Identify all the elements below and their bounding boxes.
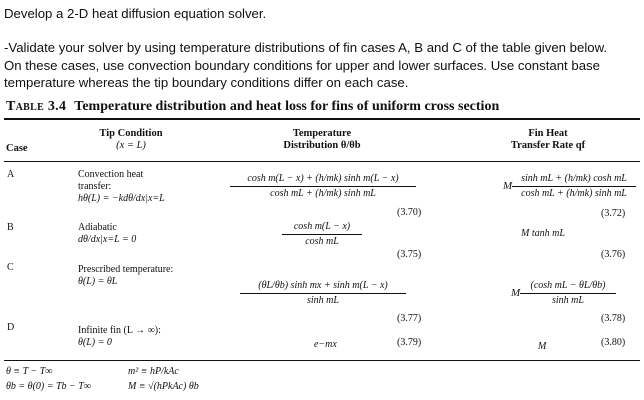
footnote-m-def: m² ≡ hP/kAc — [128, 366, 179, 377]
row-b-temp-den: cosh mL — [305, 236, 339, 247]
header-temp-line1: Temperature — [292, 128, 352, 139]
row-c-heat-eq: (3.78) — [601, 313, 626, 324]
row-b-tip-line2: dθ/dx|x=L = 0 — [78, 234, 137, 245]
row-b-heat-eq: (3.76) — [601, 249, 626, 260]
table-footnote-rule — [4, 360, 640, 361]
row-c-heat-num: (cosh mL − θL/θb) — [520, 280, 616, 294]
footnote-theta-def: θ ≡ T − T∞ — [6, 366, 53, 377]
row-b-tip — [78, 222, 136, 246]
row-d-tip — [78, 325, 161, 349]
row-c-temp-eq: (3.77) — [397, 313, 422, 324]
instruction-line-4: temperature whereas the tip boundary conditions differ on each case. — [4, 75, 409, 90]
instruction-line-3: On these cases, use convection boundary conditions for upper and lower surfaces. Use constant base — [4, 57, 600, 73]
row-a-temp-eq: (3.70) — [397, 207, 422, 218]
instruction-line-1: Develop a 2-D heat diffusion equation solver. — [4, 6, 267, 21]
row-b-tip-line1: Adiabatic — [78, 222, 117, 233]
row-a-tip — [78, 169, 165, 205]
footnote-theta-b-def: θb = θ(0) = Tb − T∞ — [6, 381, 91, 392]
instruction-line-2: -Validate your solver by using temperature distributions of fin cases A, B and C of the table given below. — [4, 40, 608, 55]
row-d-temp: e−mx — [314, 339, 337, 350]
table-label: Table 3.4 — [6, 99, 67, 114]
header-tip-condition — [72, 128, 190, 152]
row-c-heat-den: sinh mL — [552, 295, 584, 306]
row-a-temp-fraction — [230, 173, 416, 200]
row-a-case: A — [7, 169, 15, 180]
row-c-case: C — [7, 262, 14, 273]
row-d-tip-line2: θ(L) = 0 — [78, 337, 112, 348]
row-b-temp-eq: (3.75) — [397, 249, 422, 260]
row-a-temp-den: cosh mL + (h/mk) sinh mL — [270, 188, 376, 199]
row-b-case: B — [7, 222, 14, 233]
header-case: Case — [6, 143, 28, 154]
row-d-temp-eq: (3.79) — [397, 337, 422, 348]
row-a-tip-line3: hθ(L) = −kdθ/dx|x=L — [78, 193, 165, 204]
header-temperature — [262, 128, 382, 152]
row-b-temp-num: cosh m(L − x) — [282, 221, 362, 235]
row-c-heat-fraction — [520, 280, 616, 307]
table-caption — [6, 99, 499, 115]
row-a-heat-eq: (3.72) — [601, 208, 626, 219]
row-d-case: D — [7, 322, 15, 333]
header-tip-line1: Tip Condition — [99, 128, 163, 139]
table-header-rule — [4, 161, 640, 162]
row-b-temp-fraction — [282, 221, 362, 248]
row-a-temp-num: cosh m(L − x) + (h/mk) sinh m(L − x) — [230, 173, 416, 187]
header-tip-line2: (x = L) — [116, 140, 146, 151]
row-a-heat-fraction — [512, 173, 636, 200]
row-c-heat-M: M — [511, 287, 521, 299]
row-c-temp-den: sinh mL — [307, 295, 339, 306]
row-a-heat-num: sinh mL + (h/mk) cosh mL — [512, 173, 636, 187]
header-temp-line2: Distribution θ/θb — [283, 140, 361, 151]
row-d-heat-eq: (3.80) — [601, 337, 626, 348]
row-d-tip-line1: Infinite fin (L → ∞): — [78, 325, 161, 336]
row-d-heat: M — [538, 341, 547, 352]
row-c-tip-line2: θ(L) = θL — [78, 276, 118, 287]
row-c-tip — [78, 264, 173, 288]
row-c-tip-line1: Prescribed temperature: — [78, 264, 174, 275]
table-top-rule — [4, 118, 640, 120]
header-heat-line1: Fin Heat — [528, 128, 568, 139]
table-title: Temperature distribution and heat loss for fins of uniform cross section — [74, 99, 500, 114]
row-a-tip-line2: transfer: — [78, 181, 112, 192]
footnote-M-def: M ≡ √(hPkAc) θb — [128, 381, 199, 392]
header-heat-line2: Transfer Rate qf — [510, 140, 586, 151]
header-heat-rate — [488, 128, 608, 152]
row-a-heat-M: M — [503, 180, 513, 192]
row-c-temp-fraction — [240, 280, 406, 307]
row-b-heat: M tanh mL — [521, 228, 565, 239]
row-a-heat-den: cosh mL + (h/mk) sinh mL — [521, 188, 627, 199]
row-a-tip-line1: Convection heat — [78, 169, 144, 180]
row-c-temp-num: (θL/θb) sinh mx + sinh m(L − x) — [240, 280, 406, 294]
